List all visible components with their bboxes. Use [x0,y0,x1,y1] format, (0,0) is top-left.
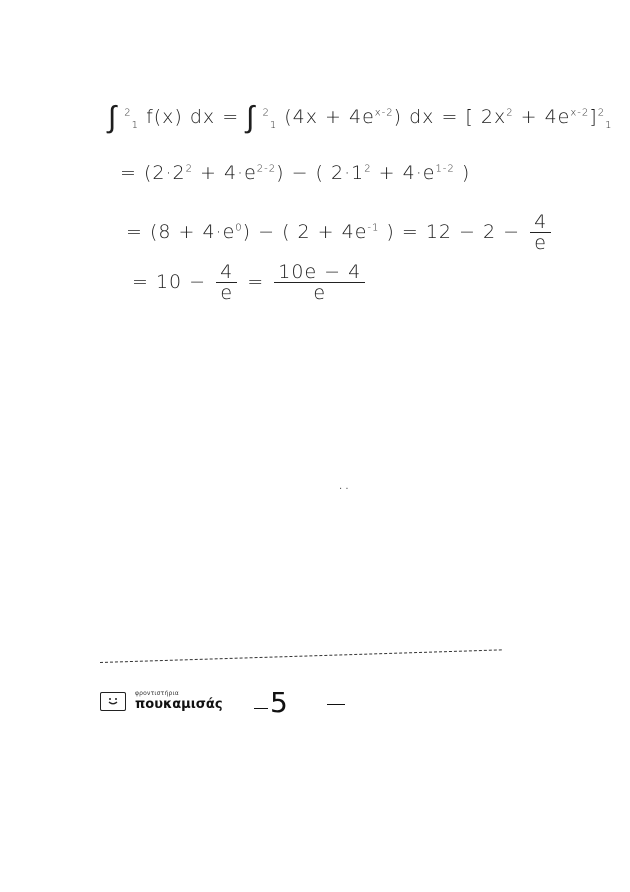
math-line-3 [126,212,554,253]
equals-sign: = [247,271,265,293]
antiderivative-close: ] [589,106,598,128]
exponent: 0 [235,222,243,234]
fraction [274,262,365,303]
fraction [530,212,551,253]
integral-upper-limit: 2 [124,107,132,119]
logo-brand-name: πουκαμισάς [135,697,223,712]
math-line-2 [120,162,470,184]
fraction-denominator: e [313,282,327,304]
expression-part: = (2·2 [120,162,186,184]
antiderivative-term: + 4e [513,106,571,128]
expression-part: ) − ( 2·1 [276,162,365,184]
expression-part: = 10 − [132,271,207,293]
expression-part: ) [454,162,471,184]
math-line-4 [132,262,368,303]
integral-upper-limit: 2 [262,107,270,119]
antiderivative-open: [ 2x [465,106,507,128]
math-line-1 [108,100,612,135]
integral-sign: ∫ [108,100,118,135]
exponent: 2 [185,163,193,175]
integral-lower-limit: 1 [269,119,278,131]
expression-part: + 4·e [192,162,257,184]
fraction-numerator: 4 [530,212,551,233]
integral-lower-limit: 1 [131,119,140,131]
exponent: x-2 [374,107,394,119]
logo-tagline: φροντιστήρια [135,690,179,697]
page-number-value: 5 [270,686,288,719]
stray-marks: · · [339,484,349,495]
smile-icon [100,692,126,711]
integral-close: ) dx = [393,106,459,128]
fraction-numerator: 10e − 4 [274,262,365,283]
fraction-denominator: e [220,282,234,304]
fraction-numerator: 4 [216,262,237,283]
integral-integrand: (4x + 4e [284,106,375,128]
exponent: 1-2 [435,163,455,175]
fraction [216,262,237,303]
fraction-denominator: e [534,232,547,254]
integral-integrand: f(x) dx = [146,106,240,128]
exponent: x-2 [570,107,590,119]
integral-sign: ∫ [246,100,256,135]
footer-divider [100,649,502,663]
evaluation-lower-limit: 1 [605,119,613,131]
exponent: -1 [367,222,380,234]
expression-part: ) − ( 2 + 4e [242,221,368,243]
exponent: 2 [364,163,372,175]
page-number-dash [327,704,345,705]
evaluation-upper-limit: 2 [597,107,606,119]
expression-part: = (8 + 4·e [126,221,236,243]
exponent: 2-2 [256,163,277,175]
brand-logo [100,690,223,712]
expression-part: ) = 12 − 2 − [379,221,521,243]
exponent: 2 [506,107,514,119]
page-number [254,686,288,719]
expression-part: + 4·e [371,162,436,184]
